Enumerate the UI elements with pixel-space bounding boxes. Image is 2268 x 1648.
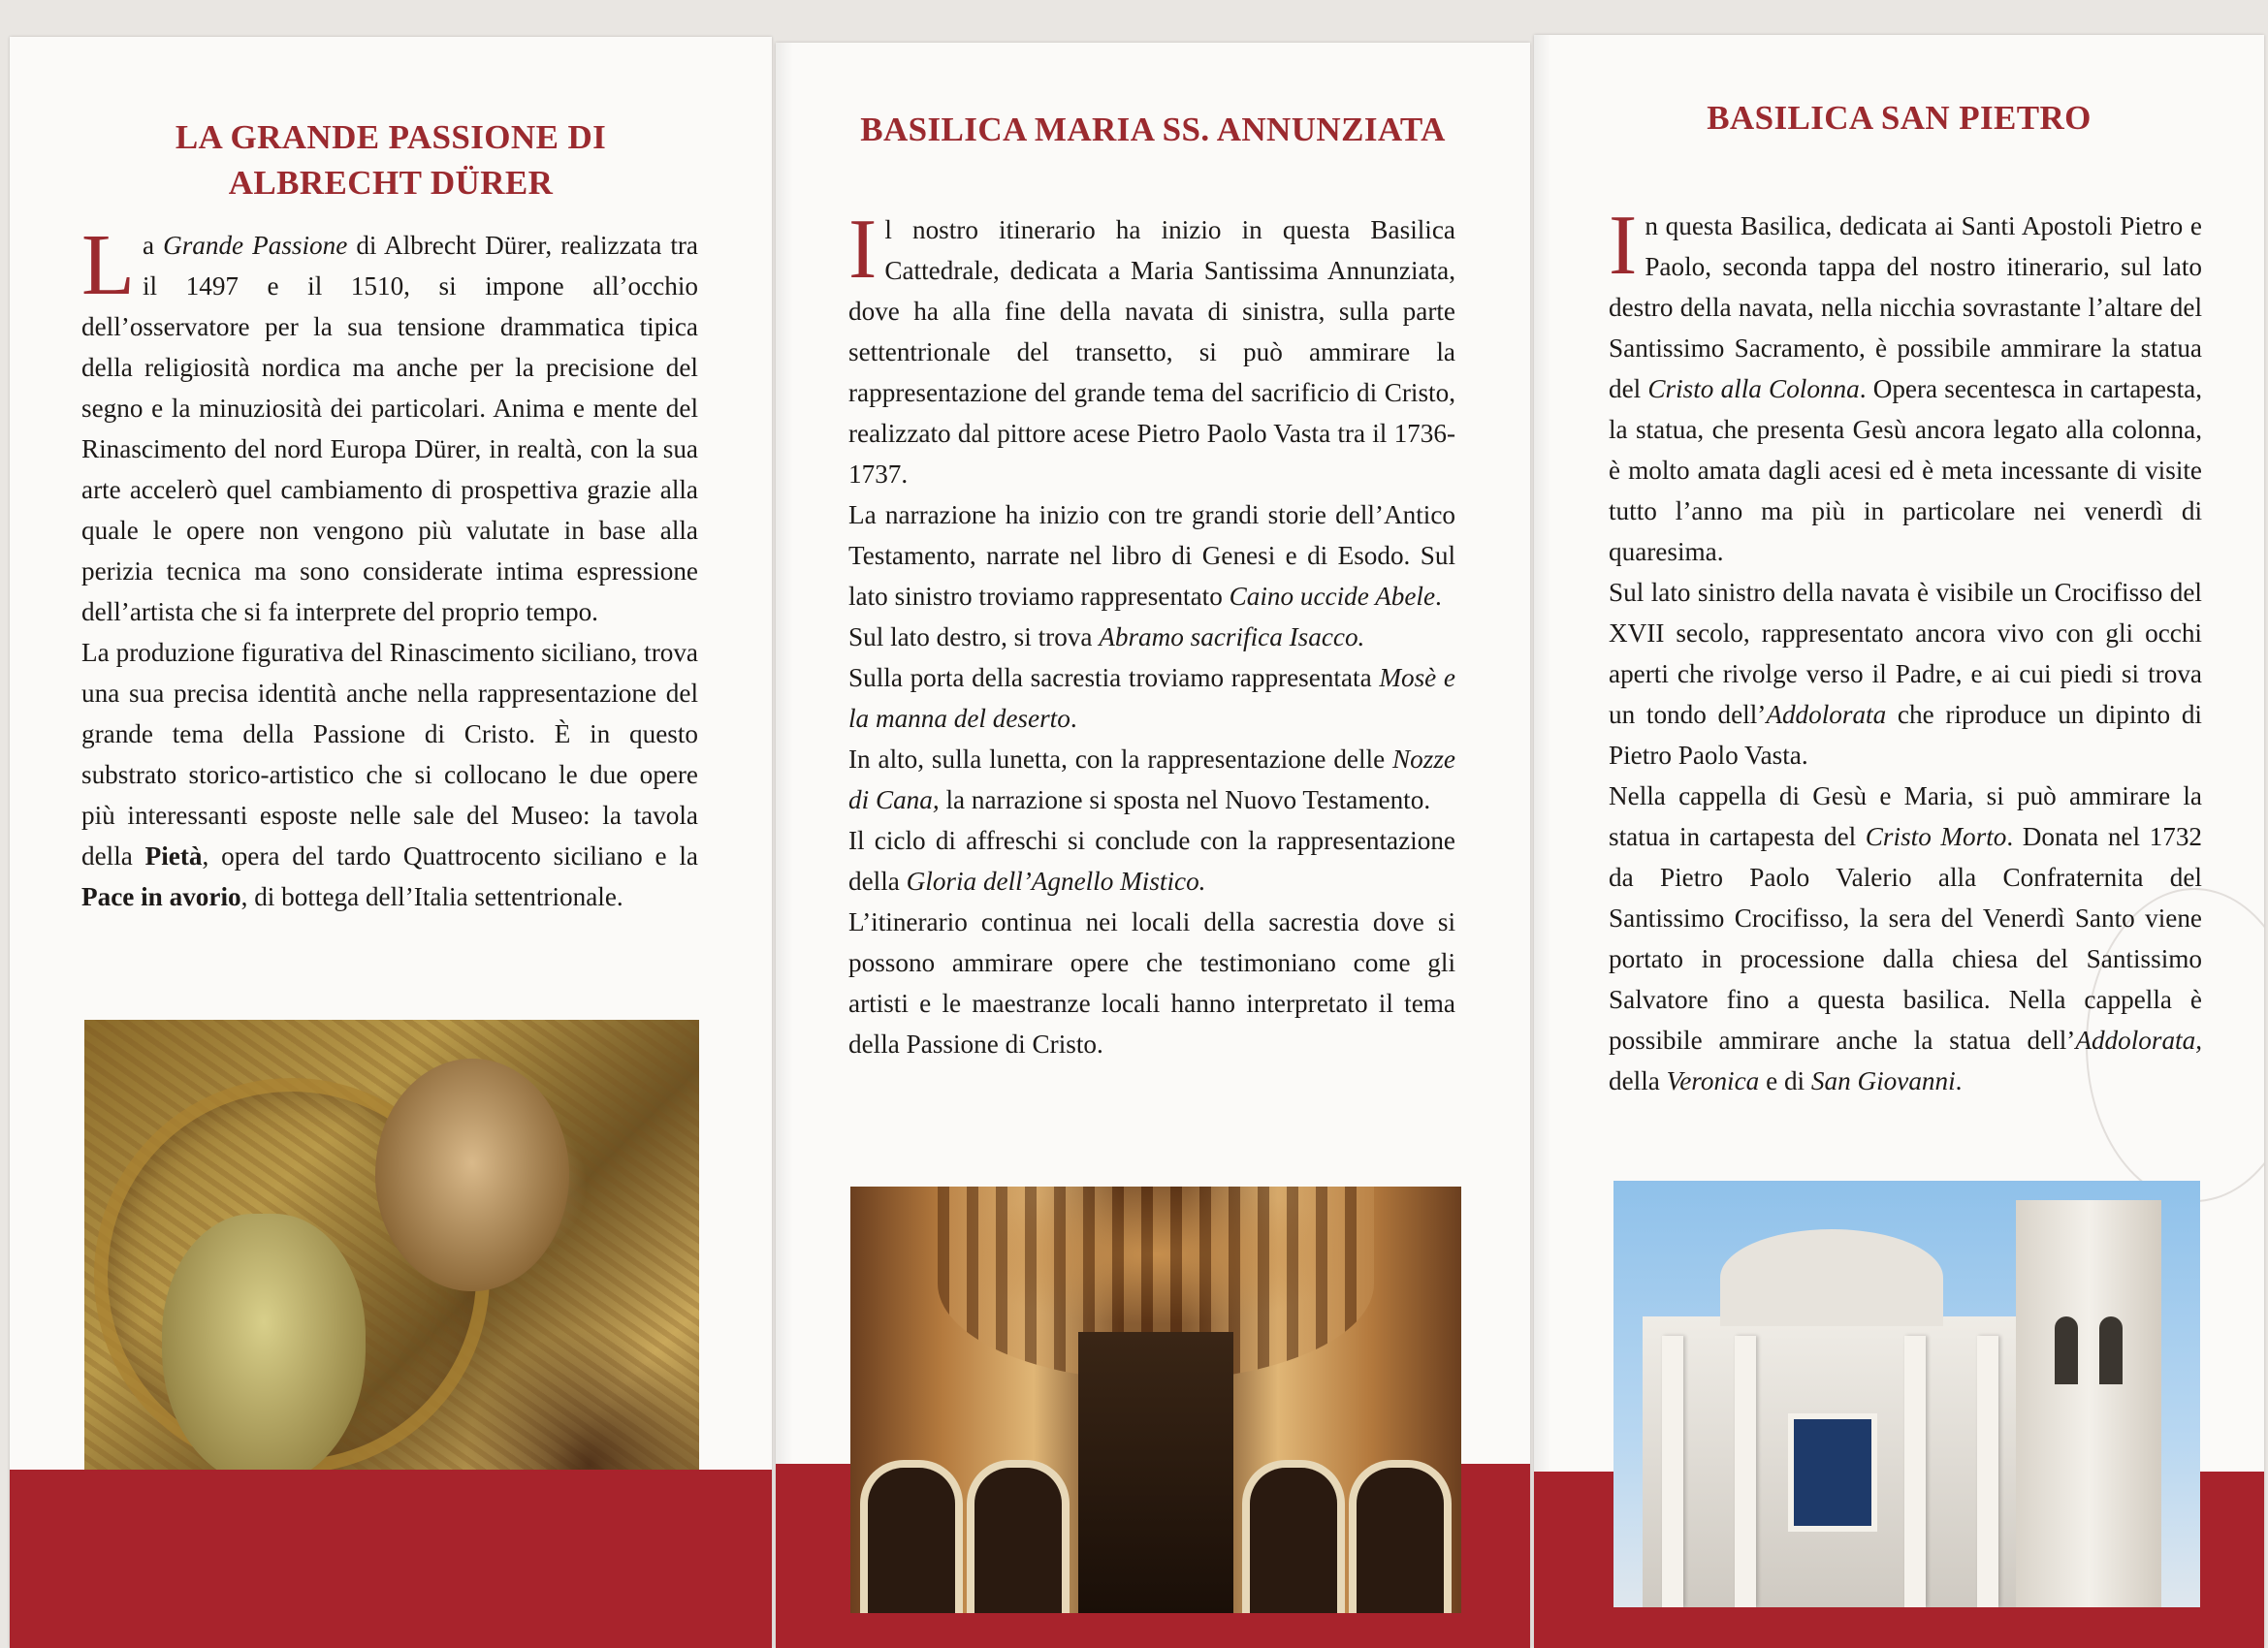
italic-text: Gloria dell’Agnello Mistico. <box>906 867 1206 896</box>
facade-shape <box>1643 1316 2021 1607</box>
nave-shape <box>1078 1332 1233 1613</box>
text: L’itinerario continua nei locali della sacrestia dove si possono ammirare opere che testimoniano come gli artisti e le maestranze locali hanno interpretato il tema della Passione di Cristo. <box>848 907 1455 1059</box>
title-line-1: LA GRANDE PASSIONE DI <box>175 118 607 156</box>
text: che riproduce un dipinto di Pietro Paolo Vasta. <box>1609 700 2202 770</box>
fold-shadow <box>1534 35 1551 1648</box>
panel-body <box>81 217 698 917</box>
red-band <box>10 1470 772 1648</box>
text: La produzione figurativa del Rinascimento siciliano, trova una sua precisa identità anche nella rappresentazione del grande tema della Passione di Cristo. È in questo substrato storico-artistico che si collocano le due opere più interessanti esposte nelle sale del Museo: la tavola della <box>81 638 698 871</box>
arch-shape <box>967 1460 1070 1613</box>
bell-opening-shape <box>2099 1316 2123 1384</box>
paragraph <box>1609 572 2202 776</box>
title-line-2: ALBRECHT DÜRER <box>228 164 554 202</box>
paragraph <box>848 617 1455 657</box>
panel-body <box>1609 199 2203 1101</box>
bold-text: Pace in avorio <box>81 882 241 911</box>
italic-text: Abramo sacrifica Isacco. <box>1099 622 1365 651</box>
paragraph <box>81 217 698 632</box>
panel-title <box>10 114 772 206</box>
text: l nostro itinerario ha inizio in questa Basilica Cattedrale, dedicata a Maria Santissima Annunziata, dove ha alla fine della navata di sinistra, sulla parte settentrionale del transetto, si può ammirare la rappresentazione del grande tema del sacrificio di Cristo, realizzato dal pittore acese Pietro Paolo Vasta tra il 1736-1737. <box>848 215 1455 489</box>
window-shape <box>1788 1413 1877 1532</box>
pediment-shape <box>1720 1229 1943 1326</box>
text: . <box>1435 582 1442 611</box>
paragraph <box>848 657 1455 739</box>
text: della <box>1609 1066 1667 1095</box>
text: . <box>1955 1066 1963 1095</box>
bell-tower-shape <box>2016 1200 2161 1607</box>
bell-opening-shape <box>2055 1316 2078 1384</box>
italic-text: Cristo Morto <box>1865 822 2007 851</box>
panel-annunziata <box>776 43 1530 1648</box>
panel-san-pietro <box>1534 35 2264 1648</box>
italic-text: Grande Passione <box>163 231 348 260</box>
text: Nella cappella di Gesù e Maria, si può ammirare la statua in cartapesta del <box>1609 781 2202 851</box>
paragraph <box>1609 776 2202 1101</box>
text: , opera del tardo Quattrocento siciliano e la <box>202 841 698 871</box>
text: Sulla porta della sacrestia troviamo rappresentata <box>848 663 1380 692</box>
drop-cap: L <box>81 217 135 313</box>
arch-shape <box>1349 1460 1452 1613</box>
paragraph <box>848 902 1455 1064</box>
text: . Opera secentesca in cartapesta, la statua, che presenta Gesù ancora legato alla colonna, è molto amata dagli acesi ed è meta incessante di visite tutto l’anno ma più in particolare nei venerdì di quaresima. <box>1609 374 2202 566</box>
paragraph <box>848 203 1455 494</box>
panel-title: BASILICA MARIA SS. ANNUNZIATA <box>860 111 1446 148</box>
italic-text: Mosè e la manna del deserto <box>848 663 1455 733</box>
text: Sul lato destro, si trova <box>848 622 1100 651</box>
text: a <box>142 231 164 260</box>
text: Sul lato sinistro della navata è visibile un Crocifisso del XVII secolo, rappresentato ancora vivo con gli occhi aperti che rivolge verso il Padre, e ai cui piedi si trova un tondo dell’ <box>1609 578 2202 729</box>
drop-cap: I <box>848 203 878 297</box>
cathedral-interior-image <box>850 1187 1461 1613</box>
column-shape <box>1735 1336 1756 1607</box>
text: n questa Basilica, dedicata ai Santi Apostoli Pietro e Paolo, seconda tappa del nostro itinerario, sul lato destro della navata, nella nicchia sovrastante l’altare del Santissimo Sacramento, è possibile ammirare la statua del <box>1609 211 2202 403</box>
text: La narrazione ha inizio con tre grandi storie dell’Antico Testamento, narrate nel libro di Genesi e di Esodo. Sul lato sinistro troviamo rappresentato <box>848 500 1455 611</box>
face-shape <box>375 1059 569 1291</box>
text: , di bottega dell’Italia settentrionale. <box>240 882 623 911</box>
paragraph <box>848 739 1455 820</box>
paragraph <box>848 494 1455 617</box>
italic-text: Addolorata <box>1766 700 1887 729</box>
bold-text: Pietà <box>144 841 203 871</box>
italic-text: Cristo alla Colonna <box>1647 374 1860 403</box>
panel-grande-passione <box>10 37 772 1648</box>
arch-shape <box>860 1460 963 1613</box>
text: . <box>1070 704 1077 733</box>
text: e di <box>1759 1066 1811 1095</box>
panel-title: BASILICA SAN PIETRO <box>1707 99 2092 137</box>
basilica-facade-image <box>1613 1181 2200 1607</box>
column-shape <box>1977 1336 1998 1607</box>
column-shape <box>1904 1336 1926 1607</box>
text: . Donata nel 1732 da Pietro Paolo Valerio alla Confraternita del Santissimo Crocifisso, la sera del Venerdì Santo viene portato in processione dalla chiesa del Santissimo Salvatore fino a questa basilica. Nella cappella è possibile ammirare anche la statua dell’ <box>1609 822 2203 1055</box>
italic-text: Addolorata, <box>2075 1026 2202 1055</box>
text: la narrazione si sposta nel Nuovo Testamento. <box>939 785 1431 814</box>
text: Il ciclo di affreschi si conclude con la rappresentazione della <box>848 826 1455 896</box>
fold-shadow <box>776 43 793 1648</box>
italic-text: Caino uccide Abele <box>1229 582 1436 611</box>
panel-body <box>848 203 1455 1064</box>
paragraph <box>81 632 698 917</box>
drop-cap: I <box>1609 199 1638 293</box>
text: In alto, sulla lunetta, con la rappresentazione delle <box>848 745 1393 774</box>
italic-text: San Giovanni <box>1810 1066 1956 1095</box>
italic-text: Nozze di Cana, <box>848 745 1455 814</box>
face-shape <box>162 1214 366 1485</box>
paragraph <box>848 820 1455 902</box>
column-shape <box>1662 1336 1683 1607</box>
text: di Albrecht Dürer, realizzata tra il 1497 e il 1510, si impone all’occhio dell’osservatore per la sua tensione drammatica tipica della religiosità nordica ma anche per la precisione del segno e la minuziosità dei particolari. Anima e mente del Rinascimento del nord Europa Dürer, in realtà, con la sua arte accelerò quel cambiamento di prospettiva grazie alla quale le opere non vengono più valutate in base alla perizia tecnica ma sono considerate intima espressione dell’artista che si fa interprete del proprio tempo. <box>81 231 698 626</box>
arch-shape <box>1242 1460 1345 1613</box>
italic-text: Veronica <box>1666 1066 1760 1095</box>
paragraph <box>1609 199 2202 572</box>
